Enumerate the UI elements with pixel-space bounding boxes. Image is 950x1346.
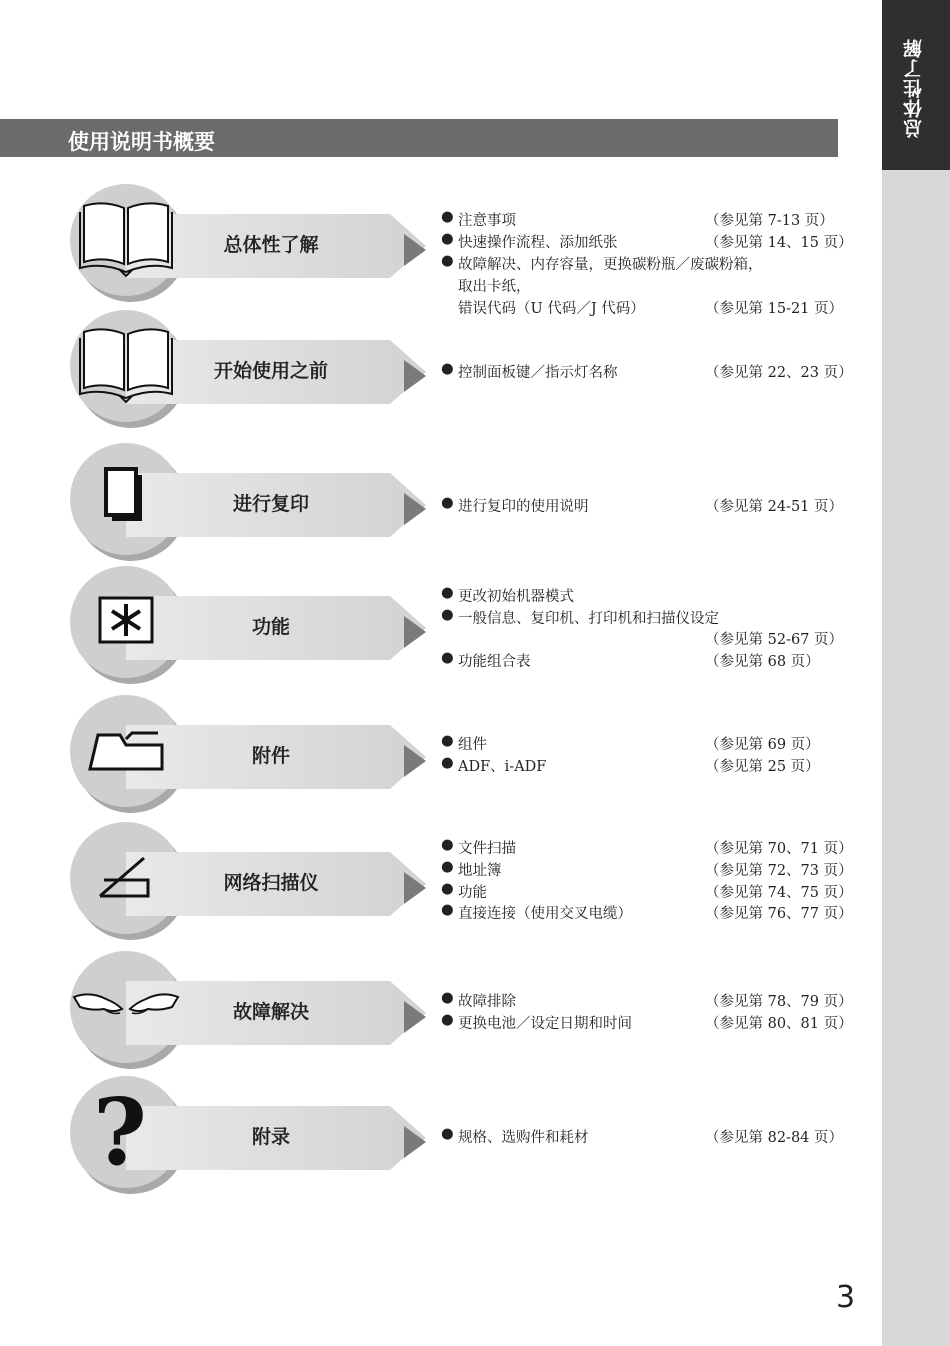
section-title: 开始使用之前 (213, 360, 328, 382)
section-arrow-icon (404, 234, 426, 266)
bullet: ● (441, 755, 454, 771)
list-item (441, 607, 841, 629)
side-chapter-tab-label: 总体性了解 (903, 38, 925, 138)
bullet: ● (441, 837, 454, 853)
bullet: ● (441, 209, 454, 225)
list-item (441, 990, 853, 1012)
item-text: 更改初始机器模式 (458, 589, 574, 605)
section-title: 进行复印 (232, 493, 309, 515)
item-text: 快速操作流程、添加纸张 (458, 235, 618, 251)
bullet: ● (441, 902, 454, 918)
bullet: ● (441, 607, 454, 623)
section-arrow-icon (404, 616, 426, 648)
bullet: ● (441, 231, 454, 247)
page-number: 3 (836, 1280, 856, 1315)
list-item (441, 902, 853, 924)
item-text: 注意事项 (458, 213, 516, 229)
item-text: 组件 (458, 737, 487, 753)
list-item (441, 650, 841, 672)
list-item (441, 881, 853, 903)
item-text: 故障排除 (458, 994, 516, 1010)
list-item (441, 1126, 844, 1148)
section-title: 附件 (251, 745, 290, 767)
page-reference: （参见第 69 页） (705, 737, 820, 753)
page-reference: （参见第 72、73 页） (705, 863, 853, 879)
section-network-scanner (0, 822, 882, 942)
list-item (441, 837, 853, 859)
list-item (441, 209, 841, 231)
question-mark-icon: ? (93, 1078, 147, 1186)
section-arrow-icon (404, 872, 426, 904)
item-text: 地址簿 (458, 863, 502, 879)
page-reference: （参见第 7-13 页） (705, 213, 834, 229)
bullet: ● (441, 1012, 454, 1028)
open-book-icon (70, 310, 182, 422)
page-reference: （参见第 68 页） (705, 654, 820, 670)
list-item (441, 275, 841, 297)
page-title: 使用说明书概要 (68, 130, 215, 154)
section-title: 附录 (251, 1126, 290, 1148)
page-reference: （参见第 15-21 页） (705, 301, 844, 317)
bullet: ● (441, 650, 454, 666)
section-accessories (0, 695, 882, 815)
item-text: 更换电池／设定日期和时间 (458, 1016, 632, 1032)
section-arrow-icon (404, 745, 426, 777)
bullet: ● (441, 495, 454, 511)
open-book-icon (70, 184, 182, 296)
item-text: 功能 (458, 885, 487, 901)
list-item (441, 585, 841, 607)
list-item (441, 231, 853, 253)
item-text: 进行复印的使用说明 (458, 499, 589, 515)
page-reference: （参见第 52-67 页） (705, 632, 844, 648)
list-item (441, 628, 844, 650)
list-item (441, 859, 853, 881)
section-appendix (0, 1076, 882, 1196)
item-text: 功能组合表 (458, 654, 531, 670)
bullet: ● (441, 859, 454, 875)
list-item (441, 755, 841, 777)
section-copy (0, 443, 882, 563)
helping-hands-icon (70, 951, 182, 1063)
page-reference: （参见第 74、75 页） (705, 885, 853, 901)
list-item (441, 733, 841, 755)
page-reference: （参见第 80、81 页） (705, 1016, 853, 1032)
section-arrow-icon (404, 493, 426, 525)
scanner-icon (70, 822, 182, 934)
bullet: ● (441, 585, 454, 601)
item-text: 直接连接（使用交叉电缆） (458, 906, 632, 922)
page-reference: （参见第 82-84 页） (705, 1130, 844, 1146)
section-arrow-icon (404, 1126, 426, 1158)
page-reference: （参见第 25 页） (705, 759, 820, 775)
item-text: 规格、选购件和耗材 (458, 1130, 589, 1146)
section-title: 故障解决 (232, 1001, 309, 1023)
section-arrow-icon (404, 360, 426, 392)
section-arrow-icon (404, 1001, 426, 1033)
page-reference: （参见第 14、15 页） (705, 235, 853, 251)
side-strip (882, 0, 950, 1346)
item-text: 错误代码（U 代码／J 代码） (458, 301, 645, 317)
section-troubleshooting (0, 951, 882, 1071)
bullet: ● (441, 881, 454, 897)
page-reference: （参见第 76、77 页） (705, 906, 853, 922)
list-item (441, 1012, 853, 1034)
bullet: ● (441, 990, 454, 1006)
page-reference: （参见第 70、71 页） (705, 841, 853, 857)
list-item (441, 495, 844, 517)
item-text: 一般信息、复印机、打印机和扫描仪设定 (458, 611, 719, 627)
list-item (441, 361, 853, 383)
copy-document-icon (70, 443, 182, 555)
item-text: 故障解决、内存容量，更换碳粉瓶／废碳粉箱， (458, 257, 763, 273)
section-general (0, 184, 882, 317)
section-title: 功能 (251, 616, 290, 638)
accessory-tray-icon (70, 695, 182, 807)
item-text: 控制面板键／指示灯名称 (458, 365, 618, 381)
bullet: ● (441, 253, 454, 269)
bullet: ● (441, 1126, 454, 1142)
list-item (441, 253, 841, 275)
function-asterisk-icon (70, 566, 182, 678)
section-functions (0, 566, 882, 686)
bullet: ● (441, 361, 454, 377)
item-text: ADF、i-ADF (458, 759, 547, 775)
section-before-use (0, 310, 882, 430)
section-title: 网络扫描仪 (223, 872, 319, 894)
page-reference: （参见第 24-51 页） (705, 499, 844, 515)
item-text: 取出卡纸， (458, 279, 531, 295)
bullet: ● (441, 733, 454, 749)
section-title: 总体性了解 (223, 234, 319, 256)
page-reference: （参见第 22、23 页） (705, 365, 853, 381)
item-text: 文件扫描 (458, 841, 516, 857)
page-reference: （参见第 78、79 页） (705, 994, 853, 1010)
